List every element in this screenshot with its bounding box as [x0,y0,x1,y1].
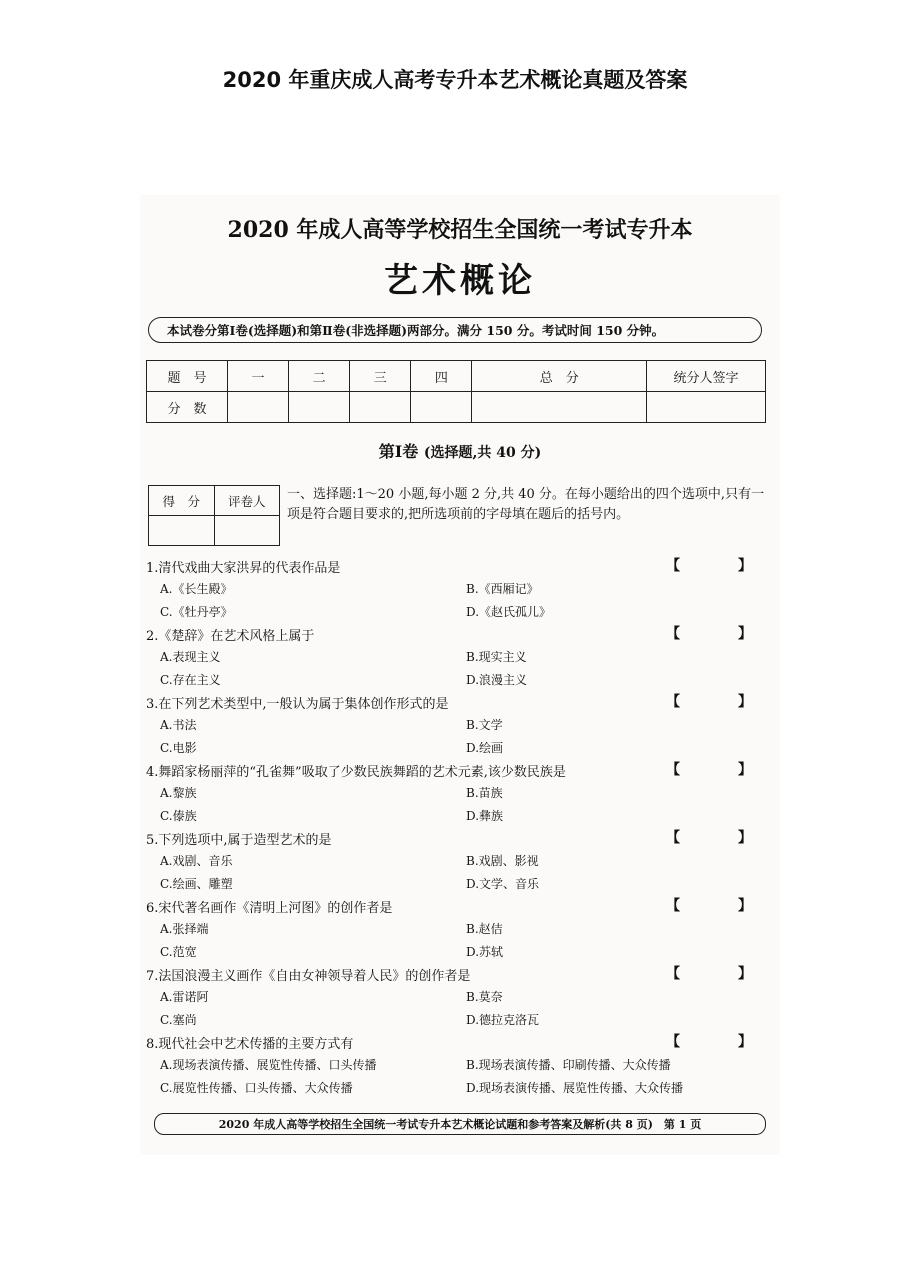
question-stem: 8.现代社会中艺术传播的主要方式有 [146,1037,354,1052]
option-c: C.展览性传播、口头传播、大众传播 [160,1081,353,1095]
question-stem: 4.舞蹈家杨丽萍的“孔雀舞”吸取了少数民族舞蹈的艺术元素,该少数民族是 [146,765,566,780]
question-stem: 2.《楚辞》在艺术风格上属于 [146,629,315,644]
option-c: C.绘画、雕塑 [160,877,233,891]
score-header-cell: 四 [411,361,472,392]
option-b: B.苗族 [466,786,503,800]
document-title: 2020 年重庆成人高考专升本艺术概论真题及答案 [222,68,688,92]
question-item [146,625,780,693]
answer-bracket: 【 】 [666,558,774,574]
score-table-value-row [147,392,766,423]
option-b: B.戏剧、影视 [466,854,539,868]
score-header-cell: 二 [289,361,350,392]
option-c: C.《牡丹亭》 [160,605,233,619]
option-b: B.现场表演传播、印刷传播、大众传播 [466,1058,671,1072]
option-a: A.黎族 [160,786,197,800]
option-d: D.苏轼 [466,945,504,959]
exam-page [140,195,780,1155]
question-stem: 6.宋代著名画作《清明上河图》的创作者是 [146,901,393,916]
option-d: D.德拉克洛瓦 [466,1013,540,1027]
score-header-cell: 总 分 [472,361,647,392]
question-stem: 5.下列选项中,属于造型艺术的是 [146,833,332,848]
exam-notice: 本试卷分第Ⅰ卷(选择题)和第Ⅱ卷(非选择题)两部分。满分 150 分。考试时间 150 分钟。 [148,317,762,343]
answer-bracket: 【 】 [666,626,774,642]
option-c: C.傣族 [160,809,197,823]
option-a: A.现场表演传播、展览性传播、口头传播 [160,1058,377,1072]
score-header-cell: 一 [228,361,289,392]
score-value-cell [647,392,766,423]
option-a: A.表现主义 [160,650,221,664]
grader-reviewer-label: 评卷人 [214,486,280,516]
option-b: B.现实主义 [466,650,527,664]
score-value-cell [350,392,411,423]
option-c: C.电影 [160,741,197,755]
score-value-cell [472,392,647,423]
option-d: D.绘画 [466,741,504,755]
answer-bracket: 【 】 [666,898,774,914]
grader-score-cell [149,516,215,546]
section-title [140,439,780,462]
score-value-cell [289,392,350,423]
score-value-cell [228,392,289,423]
section-name: 第Ⅰ卷 [378,442,419,461]
score-table-header-row [147,361,766,392]
page-footer: 2020 年成人高等学校招生全国统一考试专升本艺术概论试题和参考答案及解析(共 8 页) 第 1 页 [154,1113,766,1135]
question-item [146,1033,780,1101]
question-item [146,557,780,625]
question-item [146,965,780,1033]
score-header-cell: 三 [350,361,411,392]
option-b: B.《西厢记》 [466,582,539,596]
option-b: B.莫奈 [466,990,503,1004]
answer-bracket: 【 】 [666,762,774,778]
score-value-cell [411,392,472,423]
question-item [146,693,780,761]
option-d: D.彝族 [466,809,504,823]
option-a: A.《长生殿》 [160,582,233,596]
exam-title: 2020 年成人高等学校招生全国统一考试专升本 [227,217,693,243]
option-b: B.赵佶 [466,922,503,936]
option-b: B.文学 [466,718,503,732]
option-a: A.戏剧、音乐 [160,854,233,868]
question-stem: 3.在下列艺术类型中,一般认为属于集体创作形式的是 [146,697,449,712]
question-item [146,761,780,829]
option-a: A.张择端 [160,922,209,936]
option-a: A.雷诺阿 [160,990,209,1004]
answer-bracket: 【 】 [666,1034,774,1050]
answer-bracket: 【 】 [666,694,774,710]
option-d: D.文学、音乐 [466,877,540,891]
score-header-cell: 统分人签字 [647,361,766,392]
option-c: C.塞尚 [160,1013,197,1027]
question-list [146,557,780,1101]
option-d: D.浪漫主义 [466,673,528,687]
question-stem: 7.法国浪漫主义画作《自由女神领导着人民》的创作者是 [146,969,471,984]
option-d: D.现场表演传播、展览性传播、大众传播 [466,1081,684,1095]
section-instructions: 一、选择题:1～20 小题,每小题 2 分,共 40 分。在每小题给出的四个选项中,只有一项是符合题目要求的,把所选项前的字母填在题后的括号内。 [287,487,765,522]
option-c: C.存在主义 [160,673,221,687]
option-d: D.《赵氏孤儿》 [466,605,552,619]
question-item [146,829,780,897]
answer-bracket: 【 】 [666,830,774,846]
option-c: C.范宽 [160,945,197,959]
grader-box [148,485,280,546]
exam-subject: 艺术概论 [384,261,536,301]
grader-reviewer-cell [214,516,280,546]
section-subtitle: (选择题,共 40 分) [423,445,542,461]
score-header-cell: 题 号 [147,361,228,392]
grader-score-label: 得 分 [149,486,215,516]
answer-bracket: 【 】 [666,966,774,982]
question-item [146,897,780,965]
score-table [146,360,766,423]
option-a: A.书法 [160,718,197,732]
question-stem: 1.清代戏曲大家洪昇的代表作品是 [146,561,341,576]
score-row-label: 分 数 [147,392,228,423]
